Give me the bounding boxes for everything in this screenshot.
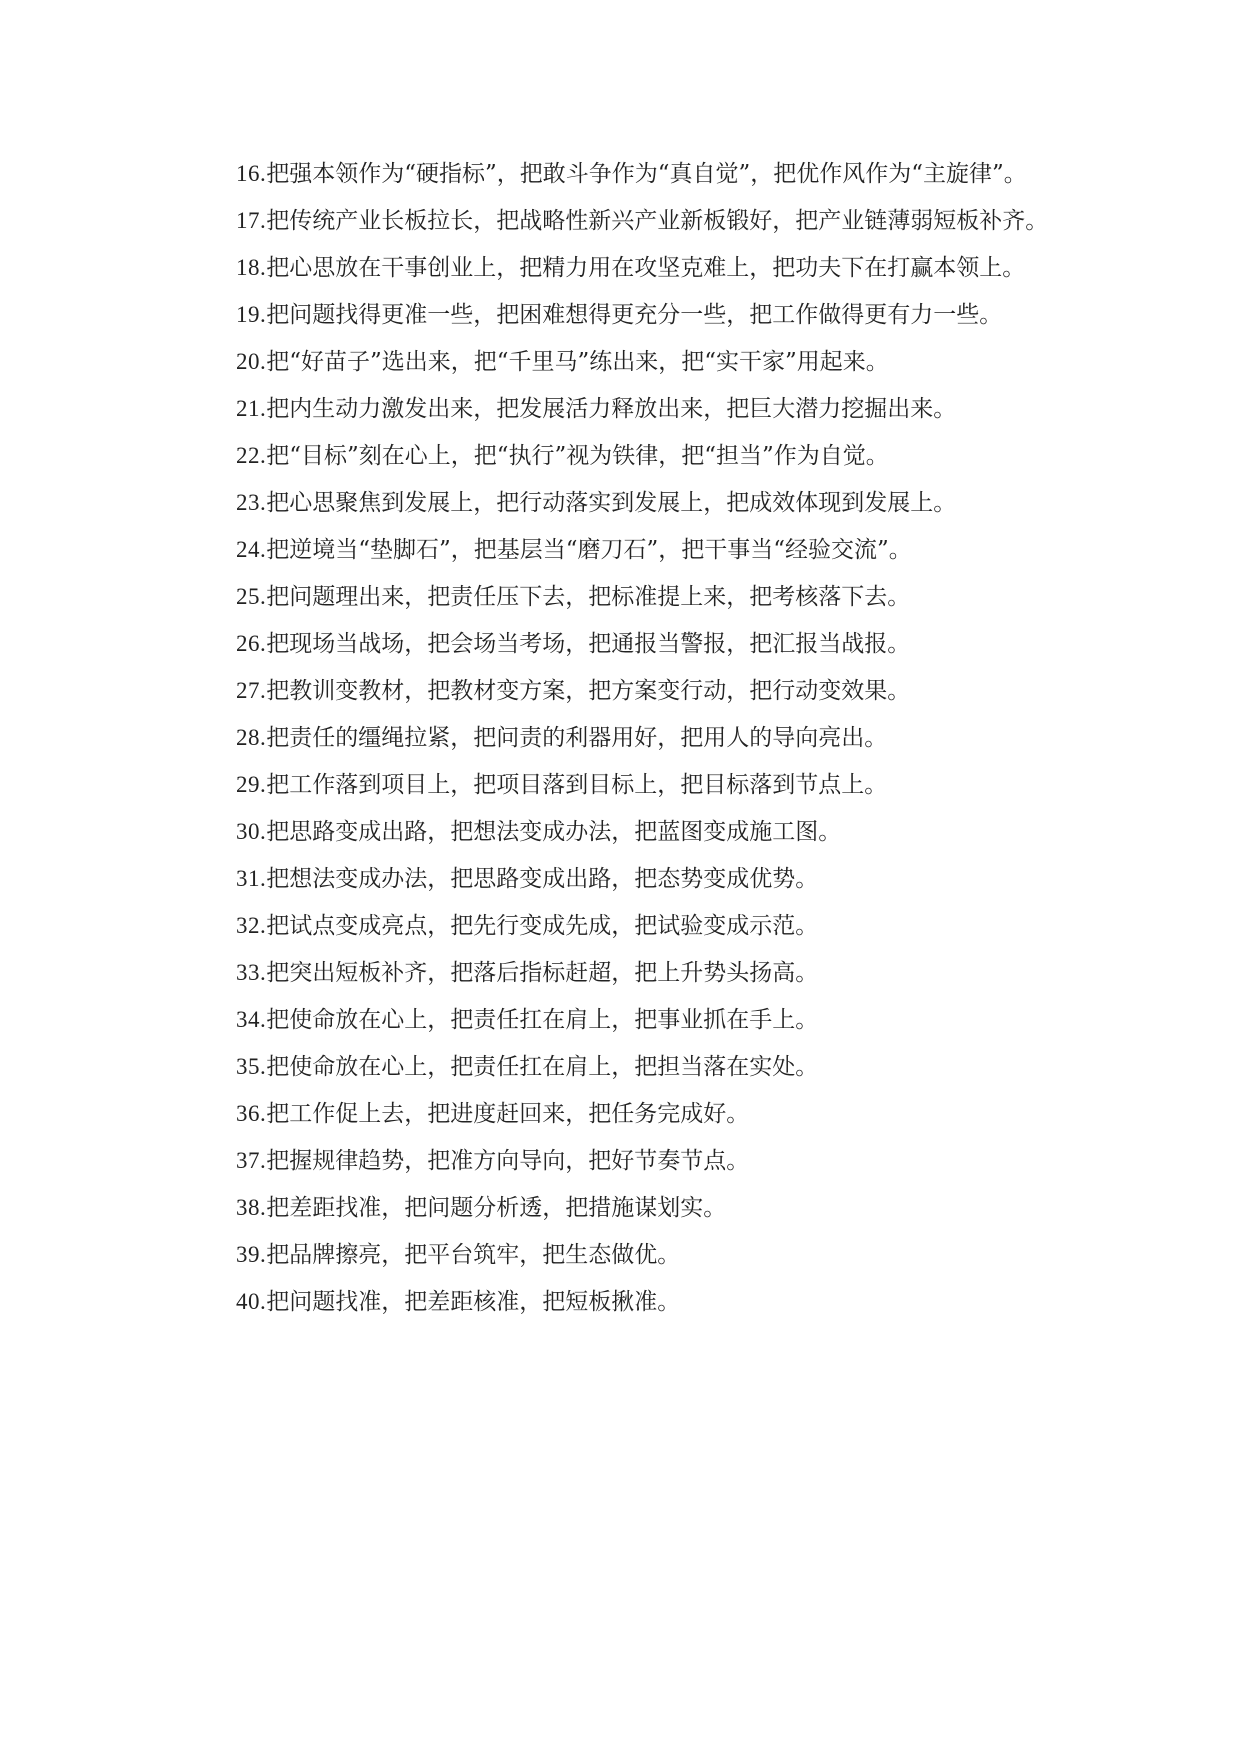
item-text: 把强本领作为“硬指标”，把敢斗争作为“真自觉”，把优作风作为“主旋律”。 [266, 161, 1027, 187]
item-number: 40. [236, 1289, 267, 1314]
item-text: 把问题理出来，把责任压下去，把标准提上来，把考核落下去。 [266, 584, 911, 610]
item-number: 23. [236, 490, 267, 515]
item-text: 把传统产业长板拉长，把战略性新兴产业新板锻好，把产业链薄弱短板补齐。 [266, 208, 1049, 234]
item-number: 28. [236, 725, 267, 750]
item-number: 16. [236, 161, 267, 186]
list-item [188, 675, 1058, 707]
item-number: 22. [236, 443, 267, 468]
item-text: 把握规律趋势，把准方向导向，把好节奏节点。 [266, 1148, 750, 1174]
list-item [188, 628, 1058, 660]
item-number: 26. [236, 631, 267, 656]
list-item [188, 769, 1058, 801]
item-text: 把试点变成亮点，把先行变成先成，把试验变成示范。 [266, 913, 819, 939]
item-number: 19. [236, 302, 267, 327]
list-item [188, 346, 1058, 378]
item-number: 29. [236, 772, 267, 797]
item-text: 把内生动力激发出来，把发展活力释放出来，把巨大潜力挖掘出来。 [266, 396, 957, 422]
list-item [188, 534, 1058, 566]
item-number: 21. [236, 396, 267, 421]
list-item [188, 440, 1058, 472]
item-text: 把想法变成办法，把思路变成出路，把态势变成优势。 [266, 866, 819, 892]
item-text: 把使命放在心上，把责任扛在肩上，把担当落在实处。 [266, 1054, 819, 1080]
list-item [188, 722, 1058, 754]
list-item [188, 299, 1058, 331]
item-number: 17. [236, 208, 267, 233]
list-item [188, 910, 1058, 942]
item-text: 把逆境当“垫脚石”，把基层当“磨刀石”，把干事当“经验交流”。 [266, 537, 912, 563]
item-text: 把心思聚焦到发展上，把行动落实到发展上，把成效体现到发展上。 [266, 490, 957, 516]
item-number: 36. [236, 1101, 267, 1126]
item-number: 27. [236, 678, 267, 703]
item-number: 25. [236, 584, 267, 609]
item-number: 30. [236, 819, 267, 844]
list-item [188, 252, 1058, 284]
item-text: 把使命放在心上，把责任扛在肩上，把事业抓在手上。 [266, 1007, 819, 1033]
list-item [188, 957, 1058, 989]
item-number: 33. [236, 960, 267, 985]
item-text: 把责任的缰绳拉紧，把问责的利器用好，把用人的导向亮出。 [266, 725, 888, 751]
item-text: 把“好苗子”选出来，把“千里马”练出来，把“实干家”用起来。 [266, 349, 889, 375]
list-item [188, 487, 1058, 519]
list-item [188, 816, 1058, 848]
list-item [188, 1098, 1058, 1130]
list-item [188, 393, 1058, 425]
item-number: 24. [236, 537, 267, 562]
item-text: 把品牌擦亮，把平台筑牢，把生态做优。 [266, 1242, 681, 1268]
item-text: 把差距找准，把问题分析透，把措施谋划实。 [266, 1195, 727, 1221]
item-text: 把问题找得更准一些，把困难想得更充分一些，把工作做得更有力一些。 [266, 302, 1003, 328]
document-body [188, 158, 1058, 1333]
list-item [188, 1051, 1058, 1083]
item-number: 35. [236, 1054, 267, 1079]
list-item [188, 863, 1058, 895]
item-number: 20. [236, 349, 267, 374]
item-text: 把“目标”刻在心上，把“执行”视为铁律，把“担当”作为自觉。 [266, 443, 889, 469]
list-item [188, 581, 1058, 613]
item-text: 把工作促上去，把进度赶回来，把任务完成好。 [266, 1101, 750, 1127]
list-item [188, 158, 1058, 190]
item-text: 把教训变教材，把教材变方案，把方案变行动，把行动变效果。 [266, 678, 911, 704]
item-number: 31. [236, 866, 267, 891]
item-text: 把问题找准，把差距核准，把短板揪准。 [266, 1289, 681, 1315]
list-item [188, 1286, 1058, 1318]
item-number: 38. [236, 1195, 267, 1220]
item-number: 34. [236, 1007, 267, 1032]
item-text: 把现场当战场，把会场当考场，把通报当警报，把汇报当战报。 [266, 631, 911, 657]
item-text: 把工作落到项目上，把项目落到目标上，把目标落到节点上。 [266, 772, 888, 798]
list-item [188, 1145, 1058, 1177]
item-number: 39. [236, 1242, 267, 1267]
list-item [188, 1192, 1058, 1224]
item-number: 32. [236, 913, 267, 938]
item-number: 18. [236, 255, 267, 280]
item-number: 37. [236, 1148, 267, 1173]
item-text: 把突出短板补齐，把落后指标赶超，把上升势头扬高。 [266, 960, 819, 986]
list-item [188, 1239, 1058, 1271]
item-text: 把思路变成出路，把想法变成办法，把蓝图变成施工图。 [266, 819, 842, 845]
list-item [188, 1004, 1058, 1036]
list-item [188, 205, 1058, 237]
item-text: 把心思放在干事创业上，把精力用在攻坚克难上，把功夫下在打赢本领上。 [266, 255, 1026, 281]
